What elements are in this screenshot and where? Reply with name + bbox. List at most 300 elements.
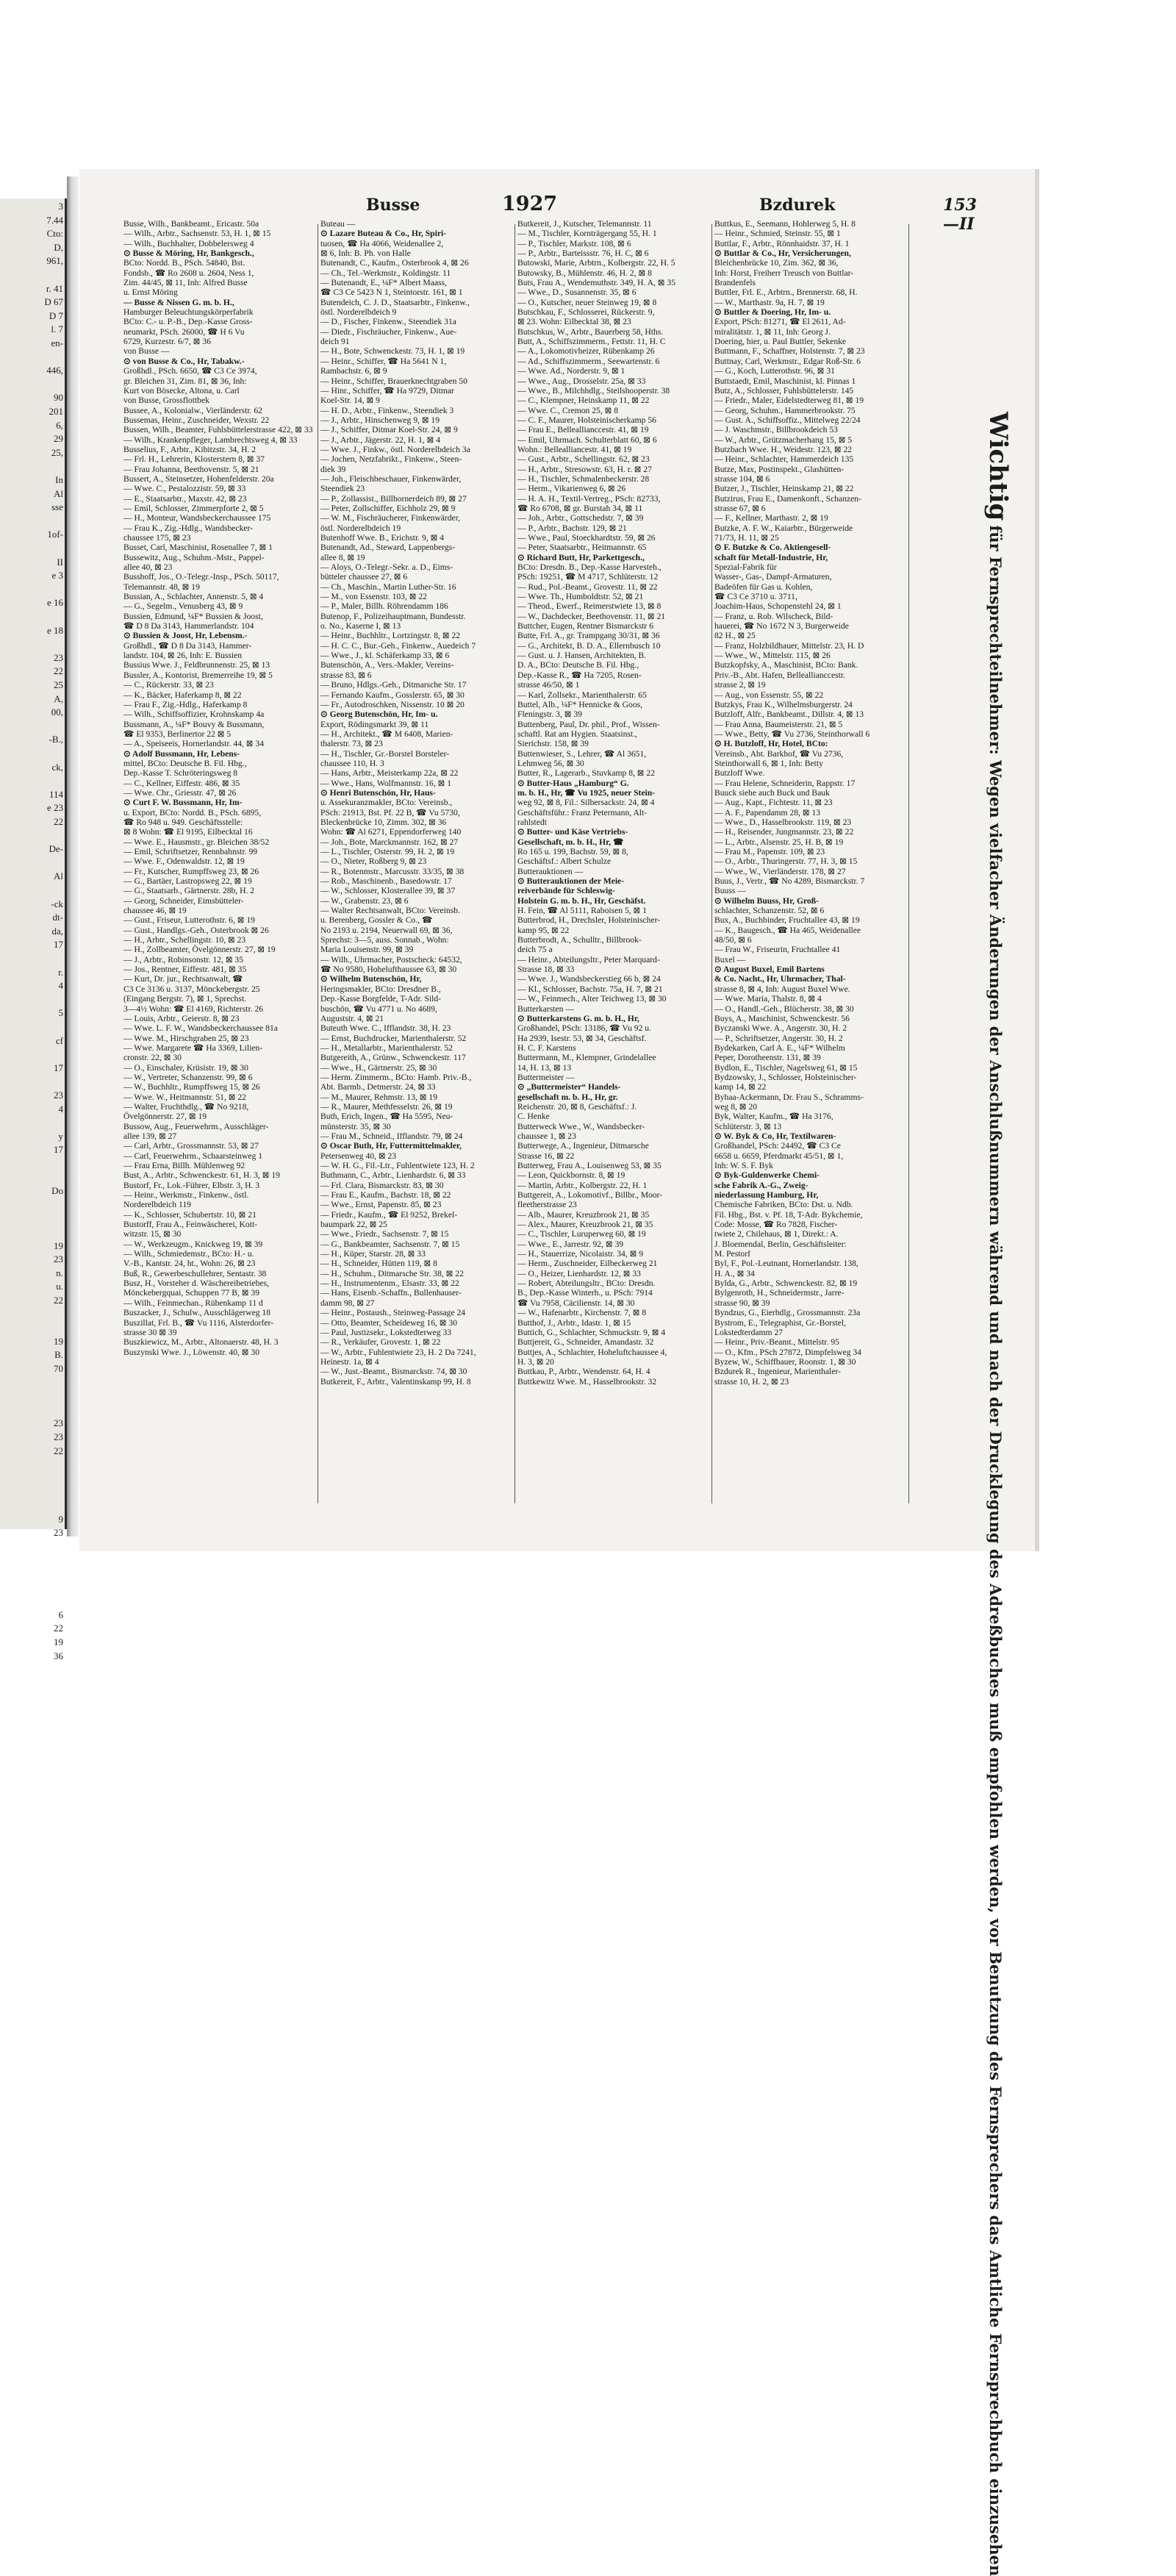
directory-entry: Großhandel, PSch: 24492, ☎ C3 Ce (714, 1141, 841, 1151)
directory-entry: Buttkus, E., Seemann, Hohlerweg 5, H. 8 (714, 219, 856, 229)
directory-entry: Wasser-, Gas-, Dampf-Armaturen, (714, 572, 832, 582)
directory-entry: — Wwe. M., Hirschgraben 25, ⊠ 23 (123, 1033, 249, 1043)
directory-entry: BCto: Dresdn. B., Dep.-Kasse Harvesteh., (517, 562, 662, 573)
directory-entry: — Frau W., Friseurin, Fruchtallee 41 (714, 945, 841, 955)
directory-entry: — Wwe. C., Cremon 25, ⊠ 8 (517, 405, 619, 415)
directory-entry: u. Export, BCto: Nordd. B., PSch. 6895, (123, 807, 262, 817)
directory-entry: — Georg, Schuhm., Hammerbrookstr. 75 (714, 405, 856, 415)
directory-entry: Butenandt, Ad., Steward, Lappenbergs- (320, 543, 455, 553)
directory-entry: — J., Arbtr., Robinsonstr. 12, ⊠ 35 (123, 954, 244, 965)
directory-entry: Butendeich, C. J. D., Staatsarbtr., Finkenw., (320, 297, 470, 307)
directory-entry: Buttel, Alb., ¼F* Hennicke & Goos, (517, 699, 643, 709)
directory-entry: — O., Kutscher, neuer Steinweg 19, ⊠ 8 (517, 297, 657, 307)
directory-entry: Abt. Barmb., Detmerstr. 24, ⊠ 33 (320, 1082, 436, 1092)
directory-entry: — Heinr., Schmied, Steinstr. 55, ⊠ 1 (714, 229, 841, 239)
directory-entry: — Friedr., Maler, Eidelstedterweg 81, ⊠ 19 (714, 396, 864, 406)
directory-entry: rahlstedt (517, 817, 547, 827)
directory-entry: Vereinsb., Abt. Barkhof, ☎ Vu 2736, (714, 748, 844, 759)
directory-entry: Kurt von Bösecke, Altona, u. Carl (123, 385, 240, 396)
directory-entry: ⊙ Buttlar & Co., Hr, Versicherungen, (714, 248, 851, 259)
directory-entry: H. A., ⊠ 34 (714, 1268, 755, 1278)
directory-entry: Byczanski Wwe. A., Angerstr. 30, H. 2 (714, 1023, 847, 1034)
directory-entry: — Heinr., Priv.-Beamt., Mittelstr. 95 (714, 1337, 839, 1348)
previous-page-fragment: D, (54, 241, 63, 253)
directory-entry: ☎ Vu 7958, Cäcilienstr. 14, ⊠ 30 (517, 1298, 635, 1308)
directory-entry: — J., Schiffer, Ditmar Koel-Str. 24, ⊠ 9 (320, 425, 458, 435)
directory-entry: — Wilh., Buchhalter, Dobbelersweg 4 (123, 238, 254, 248)
directory-entry: — H., Monteur, Wandsbeckerchaussee 175 (123, 513, 271, 523)
previous-page-fragment: 114 (49, 788, 63, 800)
previous-page-fragment: 1of- (47, 529, 63, 540)
previous-page-fragment: D 7 (49, 310, 63, 321)
directory-entry: — Aloys, O.-Telegr.-Sekr. a. D., Eims- (320, 562, 453, 573)
previous-page-fragment: 19 (54, 1636, 63, 1647)
directory-entry: — Wwe., Aug., Drosselstr. 25a, ⊠ 33 (517, 376, 646, 386)
previous-page-fragment: 00, (51, 706, 63, 718)
directory-entry: 82 H., ⊠ 25 (714, 631, 756, 641)
directory-entry: Buuck siehe auch Buck und Bauk (714, 787, 830, 798)
directory-entry: H. C. F. Karstens (517, 1042, 576, 1053)
previous-page-fragment: 3 (58, 201, 63, 212)
previous-page-fragment: 9 (58, 1513, 63, 1525)
directory-entry: damm 98, ⊠ 27 (320, 1298, 375, 1308)
directory-entry: Bustorf, Fr., Lok.-Führer, Elbstr. 3, H. 3 (123, 1180, 260, 1190)
previous-page-fragment: 22 (54, 816, 63, 827)
directory-entry: — W., Arbtr., Fuhlentwiete 23, H. 2 Da 7241, (320, 1347, 476, 1357)
directory-entry: — Bruno, Hdlgs.-Geh., Ditmarsche Str. 17 (320, 680, 467, 690)
directory-entry: buschön, ☎ Vu 4771 u. No 4689, (320, 1003, 437, 1014)
directory-entry: — O., Nieter, Roßberg 9, ⊠ 23 (320, 856, 427, 867)
directory-entry: — O., Arbtr., Thuringerstr. 77, H. 3, ⊠ 15 (714, 856, 858, 867)
directory-entry: Geschäftsf.: Albert Schulze (517, 856, 612, 867)
directory-entry: Steendiek 23 (320, 484, 365, 494)
directory-entry: gr. Bleichen 31, Zim. 81, ⊠ 36, Inh: (123, 376, 247, 386)
directory-entry: ⊙ „Buttermeister“ Handels- (517, 1082, 621, 1092)
directory-entry: allee 139, ⊠ 27 (123, 1131, 177, 1141)
previous-page-fragment: 201 (49, 406, 63, 417)
directory-entry: Zim. 44/45, ⊠ 11, Inh: Alfred Busse (123, 278, 248, 288)
directory-entry: Butschkus, W., Arbtr., Bauerberg 58, Hths. (517, 326, 664, 337)
previous-page-fragment: II (57, 556, 63, 568)
directory-entry: östl. Norderelbdeich 9 (320, 307, 397, 318)
directory-entry: — R., Verkäufer, Grovestr. 1, ⊠ 22 (320, 1337, 441, 1348)
directory-entry: Buteuth Wwe. C., Ifflandstr. 38, H. 23 (320, 1023, 451, 1034)
previous-page-fragment: 22 (54, 1622, 63, 1634)
directory-entry: Busse, Wilh., Bankbeamt., Ericastr. 50a (123, 219, 259, 229)
directory-entry: — Peter, Staatsarbtr., Heitmannstr. 65 (517, 543, 647, 553)
directory-entry: — H. A. H., Textil-Vertreg., PSch: 82733, (517, 493, 661, 504)
previous-page-fragment: 22 (54, 665, 63, 677)
previous-page-fragment: cf (55, 1034, 63, 1046)
directory-entry: Buttstaedt, Emil, Maschinist, kl. Pinnas 1 (714, 376, 856, 386)
directory-entry: — Wwe., J., kl. Schäferkamp 33, ⊠ 6 (320, 651, 450, 661)
directory-entry: BCto: Nordd. B., PSch. 54840, Bst. (123, 258, 245, 268)
directory-entry: Petersenweg 40, ⊠ 23 (320, 1151, 397, 1161)
directory-entry: — Walter, Fruchthdlg., ☎ No 9218, (123, 1101, 249, 1112)
directory-entry: — Theod., Ewerf., Reimerstwiete 13, ⊠ 8 (517, 601, 662, 612)
directory-entry: Großhandel, PSch: 13186, ☎ Vu 92 u. (517, 1023, 651, 1034)
previous-page-fragment: 70 (54, 1363, 63, 1374)
directory-entry: strasse 46/50, ⊠ 1 (517, 680, 580, 690)
directory-entry: — Frau Anna, Baumeisterstr. 21, ⊠ 5 (714, 719, 843, 729)
directory-entry: — P., Schriftsetzer, Angerstr. 30, H. 2 (714, 1033, 843, 1043)
directory-entry: Butt, A., Schiffszimmerm., Fettstr. 11, H. C (517, 337, 666, 347)
directory-entry: Butenschön, A., Vers.-Makler, Vereins- (320, 660, 454, 670)
directory-entry: Lokstedterdamm 27 (714, 1327, 784, 1337)
directory-entry: Butterweg, Frau A., Louisenweg 53, ⊠ 35 (517, 1161, 662, 1170)
directory-entry: Busz, H., Vorsteher d. Wäschereibetriebes, (123, 1278, 270, 1289)
directory-entry: — Heinr., Abteilungsltr., Peter Marquard- (517, 954, 660, 965)
directory-entry: — A., Speiseeis, Hornerlandstr. 44, ⊠ 34 (123, 739, 265, 749)
directory-entry: witzstr. 15, ⊠ 30 (123, 1229, 182, 1239)
directory-entry: — Heinr., Buchhltr., Lortzingstr. 8, ⊠ 22 (320, 631, 461, 641)
directory-entry: — H., Küper, Starstr. 28, ⊠ 33 (320, 1249, 426, 1259)
directory-entry: — H. C. C., Bur.-Geh., Finkenw., Auedeich 7 (320, 640, 476, 651)
directory-entry: — W., Marthastr. 9a, H. 7, ⊠ 19 (714, 297, 825, 307)
directory-entry: — Heinr., Schiffer, Brauerknechtgraben 50 (320, 376, 467, 386)
directory-entry: Doering, hier, u. Paul Buttler, Sekenke (714, 337, 847, 347)
directory-entry: — Frau F., Zig.-Hdlg., Haferkamp 8 (123, 699, 248, 709)
previous-page-fragment: -ck (51, 898, 63, 909)
directory-entry: V.-B., Kantstr. 24, ht., Wohn: 26, ⊠ 23 (123, 1259, 256, 1269)
directory-entry: Buttler, Frl. E., Arbtrn., Brennerstr. 68, H. (714, 287, 858, 298)
directory-entry: chaussee 110, H. 3 (320, 758, 384, 768)
directory-entry: Norderelbdeich 119 (123, 1200, 191, 1210)
directory-entry: strasse 67, ⊠ 6 (714, 503, 766, 513)
directory-entry: — C., Klempner, Heinskamp 11, ⊠ 22 (517, 396, 650, 406)
directory-entry: Buttjereit, G., Schneider, Amandastr. 32 (517, 1337, 654, 1348)
previous-page-fragment: da, (51, 925, 63, 937)
directory-entry: — O., Kfm., PSch 27872, Dimpfelsweg 34 (714, 1347, 861, 1357)
directory-entry: — A., Lokomotivheizer, Rübenkamp 26 (517, 346, 655, 357)
directory-entry: Busselius, F., Arbtr., Kibitzstr. 34, H. 2 (123, 444, 257, 454)
previous-page-fragment: 90 (54, 392, 63, 404)
directory-entry: — M., Maurer, Rehmstr. 13, ⊠ 19 (320, 1092, 437, 1102)
directory-entry: Butterweck Wwe., W., Wandsbecker- (517, 1121, 645, 1131)
directory-entry: — Emil, Schriftsetzer, Rennbahnstr. 99 (123, 847, 258, 856)
directory-entry: kamp 95, ⊠ 22 (517, 925, 570, 935)
header-last-name: Bzdurek (759, 196, 836, 215)
directory-entry: — Frau M., Schneid., Ifflandstr. 79, ⊠ 24 (320, 1131, 463, 1141)
previous-page-fragment: In (55, 474, 63, 485)
page-number: 153—II (943, 196, 977, 234)
directory-entry: Butschkau, F., Schlosserei, Rückerstr. 9, (517, 307, 655, 318)
directory-entry: — Wwe., D., Hasselbrookstr. 119, ⊠ 23 (714, 817, 852, 827)
directory-entry: B., Dep.-Kasse Winterh., u. PSch: 7914 (517, 1288, 653, 1298)
previous-page-fragment: e 18 (46, 624, 63, 636)
directory-entry: Bussow, Aug., Feuerwehrm., Ausschläger- (123, 1121, 269, 1131)
previous-page-fragment: e 16 (46, 597, 63, 609)
notice-heading: Wichtig (983, 412, 1013, 521)
directory-entry: — P., Arbtr., Barteissstr. 76, H. C, ⊠ 6 (517, 248, 649, 259)
directory-entry: ⊙ August Buxel, Emil Bartens (714, 965, 825, 975)
directory-entry: — Frau Johanna, Beethovenstr. 5, ⊠ 21 (123, 464, 259, 474)
directory-entry: Butterbrod, H., Drechsler, Holsteinischer- (517, 915, 661, 926)
directory-entry: — Butenandt, E., ¼F* Albert Maass, (320, 278, 447, 288)
directory-entry: Butenhoff Wwe. B., Erichstr. 9, ⊠ 4 (320, 533, 445, 543)
directory-entry: — Frau M., Papenstr. 109, ⊠ 23 (714, 847, 825, 856)
directory-entry: — G., Staatsarb., Gärtnerstr. 28b, H. 2 (123, 886, 255, 896)
directory-entry: ⊠ 6, Inh: B. Ph. von Halle (320, 248, 411, 259)
directory-entry: — Wwe., Paul, Stoeckhardtstr. 59, ⊠ 26 (517, 533, 656, 543)
previous-page-fragment: r. 41 (46, 282, 63, 294)
directory-entry: — H., Zollbeamter, Övelgönnerstr. 27, ⊠ 19 (123, 945, 276, 955)
directory-entry: — Aug., von Essenstr. 55, ⊠ 22 (714, 690, 824, 700)
directory-entry: ⊙ Wilhelm Buuss, Hr, Groß- (714, 895, 820, 906)
previous-page-fragment: 23 (54, 1527, 63, 1539)
directory-entry: BCto: C.- u. P.-B., Dep.-Kasse Gross- (123, 317, 253, 327)
directory-entry: PSch: 19251, ☎ M 4717, Schlüterstr. 12 (517, 572, 659, 582)
directory-entry: ☎ Ro 948 u. 949. Geschäftsstelle: (123, 817, 243, 827)
directory-entry: Buttenberg, Paul, Dr. phil., Prof., Wissen- (517, 719, 660, 729)
directory-entry: — O., Heizer, Lienhardstr. 12, ⊠ 33 (517, 1268, 641, 1278)
directory-entry: — C., Rückerstr. 33, ⊠ 23 (123, 680, 214, 690)
column-divider (514, 224, 515, 1503)
directory-entry: 6658 u. 6659, Pferdmarkt 45/51, ⊠ 1, (714, 1151, 844, 1161)
directory-entry: — W., Just.-Beamt., Bismarckstr. 74, ⊠ 30 (320, 1367, 467, 1377)
directory-entry: Buttermann, M., Klempner, Grindelallee (517, 1053, 656, 1063)
directory-entry: — W., Dachdecker, Beethovenstr. 11, ⊠ 21 (517, 611, 666, 621)
directory-entry: Export, Rödingsmarkt 39, ⊠ 11 (320, 719, 429, 729)
directory-entry: Bussian, A., Schlachter, Annenstr. 5, ⊠ 4 (123, 592, 264, 602)
directory-entry: strasse 83, ⊠ 6 (320, 670, 372, 680)
directory-entry: Buts, Frau A., Wendemuthstr. 349, H. A, ⊠ 35 (517, 278, 676, 288)
directory-entry: allee 40, ⊠ 23 (123, 562, 173, 573)
directory-entry: Butterauktionen — (517, 866, 584, 876)
directory-entry: Butze, Max, Postinspekt., Glashütten- (714, 464, 845, 474)
directory-entry: Buttnay, Carl, Werkmstr., Edgar Roß-Str. 6 (714, 356, 861, 366)
directory-entry: Steinthorwall 6, ⊠ 1, Inh: Betty (714, 758, 823, 768)
directory-entry: Buttich, G., Schlachter, Schmuckstr. 9, ⊠ 4 (517, 1327, 666, 1337)
previous-page-fragment: 25, (51, 446, 63, 458)
directory-entry: — Wwe. Ad., Norderstr. 9, ⊠ 1 (517, 366, 625, 376)
directory-entry: Buttmann, F., Schaffner, Holstenstr. 7, ⊠ 23 (714, 346, 865, 357)
directory-entry: C. Henke (517, 1112, 550, 1122)
directory-entry: Wohn.: Bellealliancestr. 41, ⊠ 19 (517, 444, 632, 454)
directory-entry: — Wwe. L. F. W., Wandsbeckerchaussee 81a (123, 1023, 278, 1034)
directory-entry: — H., Instrumentenm., Elsastr. 33, ⊠ 22 (320, 1278, 459, 1289)
directory-entry: Bzdurek R., Ingenieur, Marienthaler- (714, 1367, 841, 1377)
directory-entry: — R., Botenmstr., Marcusstr. 33/35, ⊠ 38 (320, 866, 465, 876)
previous-page-fragment: 23 (54, 1253, 63, 1265)
directory-entry: Byndzus, G., Eierhdlg., Grossmannstr. 23a (714, 1308, 861, 1318)
directory-entry: — Gust., Handlgs.-Geh., Osterbrook ⊠ 26 (123, 925, 269, 935)
directory-entry: — Wwe. J., Finkw., östl. Norderelbdeich 3a (320, 444, 470, 454)
directory-entry: bütteler chaussee 27, ⊠ 6 (320, 572, 408, 582)
directory-entry: Butterwege, A., Ingenieur, Ditmarsche (517, 1141, 649, 1151)
directory-entry: Bussee, A., Kolonialw., Vierländerstr. 62 (123, 405, 262, 415)
directory-entry: — M., Tischler, Kornträgergang 55, H. 1 (517, 229, 657, 239)
directory-entry: — Robert, Abteilungsltr., BCto: Dresdn. (517, 1278, 656, 1289)
directory-entry: — Gust. u. J. Hansen, Architekten, B. (517, 651, 647, 661)
column-divider (908, 224, 909, 1503)
directory-entry: Brandenfels (714, 278, 756, 288)
directory-entry: Buttgereit, A., Lokomotivf., Billbr., Moor- (517, 1190, 663, 1201)
directory-entry: strasse 104, ⊠ 6 (714, 473, 770, 484)
directory-entry: schaftl. Rat am Hygien. Staatsinst., (517, 729, 637, 739)
directory-entry: — H., Schuhm., Ditmarsche Str. 38, ⊠ 22 (320, 1268, 464, 1278)
directory-entry: Spezial-Fabrik für (714, 562, 777, 573)
directory-entry: Sprechst: 3—5, auss. Sonnab., Wohn: (320, 935, 449, 945)
directory-entry: ⊙ Butterkarstens G. m. b. H., Hr, (517, 1013, 639, 1023)
directory-entry: — J. Waschmstr., Billbrookdeich 53 (714, 425, 838, 435)
directory-entry: — Heinr., Schlachter, Hammerdeich 135 (714, 454, 854, 465)
previous-page-fragment: e 23 (46, 802, 63, 814)
directory-entry: Byk, Walter, Kaufm., ☎ Ha 3176, (714, 1112, 833, 1122)
directory-entry: Holstein G. m. b. H., Hr, Geschäfst. (517, 895, 646, 906)
directory-entry: Bussewitz, Aug., Schuhm.-Mstr., Pappel- (123, 552, 265, 562)
directory-entry: Bussert, A., Steinsetzer, Hohenfelderstr. 20a (123, 473, 274, 484)
directory-entry: Butthof, J., Arbtr., Idastr. 1, ⊠ 15 (517, 1317, 631, 1328)
directory-entry: H. 3, ⊠ 20 (517, 1356, 554, 1367)
directory-entry: o. No., Kaserne I, ⊠ 13 (320, 621, 401, 632)
previous-page-fragment: en- (51, 337, 63, 348)
directory-entry: — O., Einschaler, Krüsistr. 19, ⊠ 30 (123, 1062, 248, 1073)
directory-entry: Gesellschaft, m. b. H., Hr, ☎ (517, 837, 624, 847)
directory-entry: — H., Arbtr., Schellingstr. 10, ⊠ 23 (123, 935, 246, 945)
directory-entry: Geschäftsführ.: Franz Petermann, Alt- (517, 807, 648, 817)
directory-entry: — Wwe. Maria, Thalstr. 8, ⊠ 4 (714, 994, 822, 1004)
previous-page-fragment: 17 (54, 1144, 63, 1156)
directory-entry: fleetherstrasse 23 (517, 1200, 577, 1210)
directory-entry: von Busse, Grossflottbek (123, 396, 209, 406)
directory-entry: J. Bloemendal, Berlin, Geschäftsleiter: (714, 1239, 847, 1249)
directory-entry: Byl, F., Pol.-Leutnant, Hornerlandstr. 138, (714, 1259, 858, 1269)
header-first-name: Busse (366, 196, 420, 215)
directory-entry: twiete 2, Chilehaus, ⊠ 1, Direkt.: A. (714, 1229, 839, 1239)
previous-page-fragment: ck, (51, 761, 63, 773)
directory-entry: — Joh., Fleischbeschauer, Finkenwärder, (320, 473, 462, 484)
directory-entry: — Fr., Kutscher, Rumpffsweg 23, ⊠ 26 (123, 866, 259, 876)
previous-page-fragment: Do (51, 1185, 63, 1197)
directory-entry: — Peter, Zollschiffer, Eichholz 29, ⊠ 9 (320, 503, 456, 513)
directory-entry: schaft für Metall-Industrie, Hr, (714, 552, 828, 562)
directory-entry: — J., Arbtr., Hinschenweg 9, ⊠ 19 (320, 415, 440, 425)
directory-entry: ⊙ Butterauktionen der Meie- (517, 876, 625, 887)
directory-entry: östl. Norderelbdeich 19 (320, 523, 401, 533)
directory-entry: — Fr., Autodroschken, Nissenstr. 10 ⊠ 20 (320, 699, 465, 709)
directory-entry: — K., Bäcker, Haferkamp 8, ⊠ 22 (123, 690, 242, 700)
directory-entry: — W. H. G., Fil.-Ltr., Fuhlentwiete 123, H. 2 (320, 1161, 475, 1170)
directory-entry: — W. M., Fischräucherer, Finkenwärder, (320, 513, 460, 523)
directory-entry: Butzkys, Frau K., Wilhelmsburgerstr. 24 (714, 699, 853, 709)
directory-entry: — Kurt, Dr. jur., Rechtsanwalt, ☎ (123, 974, 243, 984)
directory-entry: — C., Tischler, Luruperweg 60, ⊠ 19 (517, 1229, 646, 1239)
directory-entry: — G., Segelm., Venusberg 43, ⊠ 9 (123, 601, 243, 612)
directory-entry: — Wilh., Feinmechan., Rübenkamp 11 d (123, 1298, 263, 1308)
directory-entry: Fleningstr. 3, ⊠ 39 (517, 709, 582, 720)
directory-entry: — Hinr., Schiffer, ☎ Ha 9729, Ditmar (320, 385, 454, 396)
directory-entry: Butzbach Wwe. H., Weidestr. 123, ⊠ 22 (714, 444, 853, 454)
directory-entry: Butterkarsten — (517, 1003, 574, 1014)
directory-entry: — Wwe. J., Wandsbeckerstieg 66 b, ⊠ 24 (517, 974, 661, 984)
directory-entry: ⊙ Wilhelm Butenschön, Hr, (320, 974, 422, 984)
directory-entry: deich 75 a (517, 945, 553, 955)
directory-entry: — A. F., Papendamm 28, ⊠ 13 (714, 807, 821, 817)
directory-entry: Dep.-Kasse T. Schröteringsweg 8 (123, 768, 238, 779)
directory-entry: deich 91 (320, 337, 350, 347)
directory-entry: — P., Maler, Billh. Röhrendamm 186 (320, 601, 448, 612)
directory-entry: — L., Arbtr., Alsenstr. 25, H. B, ⊠ 19 (714, 837, 844, 847)
directory-entry: strasse 2, ⊠ 19 (714, 680, 766, 690)
directory-entry: — H., Tischler, Schmalenbeckerstr. 28 (517, 473, 650, 484)
directory-entry: — Wwe., W., Mittelstr. 115, ⊠ 26 (714, 651, 831, 661)
directory-entry: — W., Arbtr., Grützmacherhang 15, ⊠ 5 (714, 434, 853, 445)
directory-entry: schlachter, Schanzenstr. 52, ⊠ 6 (714, 906, 825, 916)
directory-entry: — Gust. A., Schiffsoffiz., Mittelweg 22/24 (714, 415, 861, 425)
directory-entry: — Emil, Uhrmach. Schulterblatt 60, ⊠ 6 (517, 434, 657, 445)
directory-entry: ⊙ W. Byk & Co, Hr, Textilwaren- (714, 1131, 836, 1141)
directory-entry: — P., Zollassist., Billhornerdeich 89, ⊠ 27 (320, 493, 467, 504)
directory-entry: Butter, R., Lagerarb., Stuvkamp 8, ⊠ 22 (517, 768, 655, 779)
directory-entry: — Wilh., Uhrmacher, Postscheck: 64532, (320, 954, 462, 965)
directory-entry: C3 Ce 3136 u. 3137, Mönckebergstr. 25 (123, 984, 260, 994)
directory-entry: Rambachstr. 6, ⊠ 9 (320, 366, 387, 376)
previous-page-fragment: dt- (52, 912, 63, 923)
directory-entry: Dep.-Kasse Borgfelde, T-Adr. Sild- (320, 994, 442, 1004)
directory-entry: — G., Architekt, B. D. A., Ellernbusch 10 (517, 640, 661, 651)
directory-entry: Fil. Hbg., Bst. v. Pf. 18, T-Adr. Bykchemie, (714, 1209, 863, 1220)
directory-entry: 71/73, H. 11, ⊠ 25 (714, 533, 779, 543)
directory-entry: ☎ No 9580, Hohelufthaussee 63, ⊠ 30 (320, 965, 457, 975)
directory-column-2 (320, 219, 513, 1502)
directory-entry: gesellschaft m. b. H., Hr, gr. (517, 1092, 618, 1102)
directory-entry: — P., Arbtr., Bachstr. 129, ⊠ 21 (517, 523, 627, 533)
directory-entry: Bylgenroth, H., Schneidermstr., Jarre- (714, 1288, 845, 1298)
directory-entry: ⊙ von Busse & Co., Hr, Tabakw.- (123, 356, 245, 366)
directory-entry: — J., Arbtr., Jägerstr. 22, H. 1, ⊠ 4 (320, 434, 441, 445)
directory-entry: Buuss — (714, 886, 746, 896)
directory-entry: u. Ernst Möring (123, 287, 178, 298)
directory-entry: Heringsmakler, BCto: Dresdner B., (320, 984, 441, 994)
directory-entry: Strasse 16, ⊠ 22 (517, 1151, 575, 1161)
directory-entry: Schlüterstr. 3, ⊠ 13 (714, 1121, 782, 1131)
directory-entry: Bussemas, Heinr., Zuschneider, Wexstr. 22 (123, 415, 270, 425)
directory-entry: Buth, Erich, Ingen., ☎ Ha 5595, Neu- (320, 1112, 453, 1122)
directory-entry: Bussmann, A., ¼F* Bouvy & Bussmann, (123, 719, 265, 729)
directory-entry: landstr. 104, ⊠ 26, Inh: E. Bussien (123, 651, 243, 661)
directory-entry: — M., von Essenstr. 103, ⊠ 22 (320, 592, 427, 602)
directory-entry: Bystrom, E., Telegraphist, Gr.-Borstel, (714, 1317, 846, 1328)
directory-entry: — G., Bartäer, Lastropsweg 22, ⊠ 19 (123, 876, 252, 887)
directory-entry: Maria Louisenstr. 99, ⊠ 39 (320, 945, 414, 955)
directory-entry: ⊙ Byk-Guldenwerke Chemi- (714, 1170, 820, 1181)
directory-entry: ⊙ Busse & Möring, Hr, Bankgesch., (123, 248, 254, 259)
previous-page-fragment: 4 (58, 1103, 63, 1115)
directory-entry: ⊙ Oscar Buth, Hr, Futtermittelmakler, (320, 1141, 462, 1151)
directory-entry: Butkereit, J., Kutscher, Telemannstr. 11 (517, 219, 652, 229)
vertical-notice (983, 412, 1013, 2576)
directory-entry: 14, H. 13, ⊠ 13 (517, 1062, 572, 1073)
previous-page-fragment: 17 (54, 939, 63, 951)
directory-entry: thalerstr. 73, ⊠ 23 (320, 739, 383, 749)
directory-entry: — Carl, Arbtr., Grossmannstr. 53, ⊠ 27 (123, 1141, 259, 1151)
directory-entry: Buys, A., Maschinist, Schwenckestr. 56 (714, 1013, 850, 1023)
directory-entry: strasse 8, ⊠ 4, Inh: August Buxel Wwe. (714, 984, 850, 994)
directory-entry: ☎ C3 Ce 3710 u. 3711, (714, 592, 797, 602)
directory-entry: ⊙ Curt F. W. Bussmann, Hr, Im- (123, 798, 243, 808)
directory-entry: Busshoff, Jos., O.-Telegr.-Insp., PSch. 50117, (123, 572, 279, 582)
directory-entry: Buttjes, A., Schlachter, Hoheluftchaussee 4, (517, 1347, 667, 1357)
directory-entry: strasse 10, H. 2, ⊠ 23 (714, 1376, 789, 1387)
directory-entry: — Frau Erna, Billh. Mühlenweg 92 (123, 1161, 245, 1170)
previous-page-fragment: 7.44 (46, 214, 63, 226)
directory-entry: & Co. Nacht., Hr, Uhrmacher, Thal- (714, 974, 846, 984)
directory-entry: — Wwe., B., Milchhdlg., Steilshooperstr. 38 (517, 385, 670, 396)
directory-entry: — Wwe. C., Pestalozzistr. 59, ⊠ 33 (123, 484, 246, 494)
directory-entry: No 2193 u. 2194, Neuerwall 69, ⊠ 36, (320, 925, 453, 935)
directory-entry: — Frl. Clara, Bismarckstr. 83, ⊠ 30 (320, 1180, 444, 1190)
